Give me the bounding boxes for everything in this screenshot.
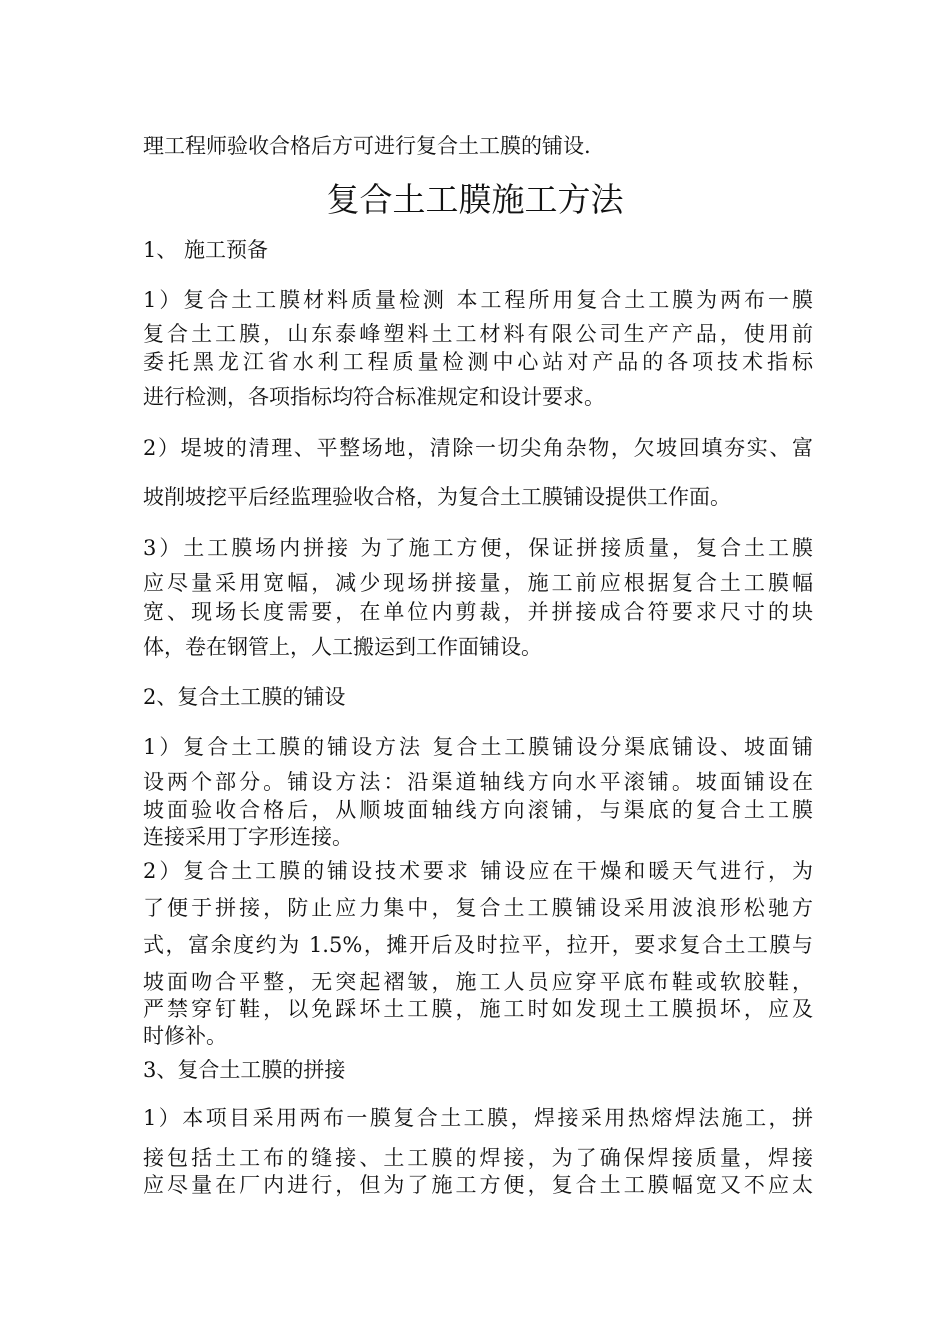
paragraph-line: 坡面验收合格后，从顺坡面轴线方向滚铺，与渠底的复合土工膜 [143, 798, 813, 822]
section-3-heading: 3、复合土工膜的拼接 [143, 1058, 346, 1082]
paragraph-line: 时修补。 [143, 1024, 227, 1048]
paragraph-line: 进行检测，各项指标均符合标准规定和设计要求。 [143, 385, 605, 409]
paragraph-line: 3）土工膜场内拼接 为了施工方便，保证拼接质量，复合土工膜 [143, 536, 813, 560]
paragraph-line: 2）复合土工膜的铺设技术要求 铺设应在干燥和暖天气进行，为 [143, 859, 813, 883]
paragraph-line: 应尽量采用宽幅，减少现场拼接量，施工前应根据复合土工膜幅 [143, 571, 813, 595]
paragraph-line: 2）堤坡的清理、平整场地，清除一切尖角杂物，欠坡回填夯实、富 [143, 436, 813, 460]
paragraph-line: 坡面吻合平整，无突起褶皱，施工人员应穿平底布鞋或软胶鞋， [143, 970, 813, 994]
paragraph-line: 式，富余度约为 1.5%，摊开后及时拉平，拉开，要求复合土工膜与 [143, 933, 813, 957]
paragraph-line: 严禁穿钉鞋，以免踩坏土工膜，施工时如发现土工膜损坏，应及 [143, 997, 813, 1021]
paragraph-line: 了便于拼接，防止应力集中，复合土工膜铺设采用波浪形松驰方 [143, 896, 813, 920]
paragraph-line: 应尽量在厂内进行，但为了施工方便，复合土工膜幅宽又不应太 [143, 1173, 813, 1197]
paragraph-line: 设两个部分。铺设方法：沿渠道轴线方向水平滚铺。坡面铺设在 [143, 770, 813, 794]
section-1-heading: 1、 施工预备 [143, 238, 269, 262]
section-2-heading: 2、复合土工膜的铺设 [143, 685, 346, 709]
document-title: 复合土工膜施工方法 [326, 180, 624, 219]
paragraph-line: 1）复合土工膜材料质量检测 本工程所用复合土工膜为两布一膜 [143, 288, 813, 312]
paragraph-line: 接包括土工布的缝接、土工膜的焊接，为了确保焊接质量，焊接 [143, 1146, 813, 1170]
paragraph-line: 复合土工膜，山东泰峰塑料土工材料有限公司生产产品，使用前 [143, 322, 813, 346]
intro-line: 理工程师验收合格后方可进行复合土工膜的铺设. [143, 134, 591, 158]
paragraph-line: 1）复合土工膜的铺设方法 复合土工膜铺设分渠底铺设、坡面铺 [143, 735, 813, 759]
paragraph-line: 宽、现场长度需要，在单位内剪裁，并拼接成合符要求尺寸的块 [143, 600, 813, 624]
paragraph-line: 体，卷在钢管上，人工搬运到工作面铺设。 [143, 635, 542, 659]
paragraph-line: 连接采用丁字形连接。 [143, 825, 353, 849]
paragraph-line: 1）本项目采用两布一膜复合土工膜，焊接采用热熔焊法施工，拼 [143, 1106, 813, 1130]
paragraph-line: 委托黑龙江省水利工程质量检测中心站对产品的各项技术指标 [143, 350, 813, 374]
paragraph-line: 坡削坡挖平后经监理验收合格，为复合土工膜铺设提供工作面。 [143, 485, 731, 509]
